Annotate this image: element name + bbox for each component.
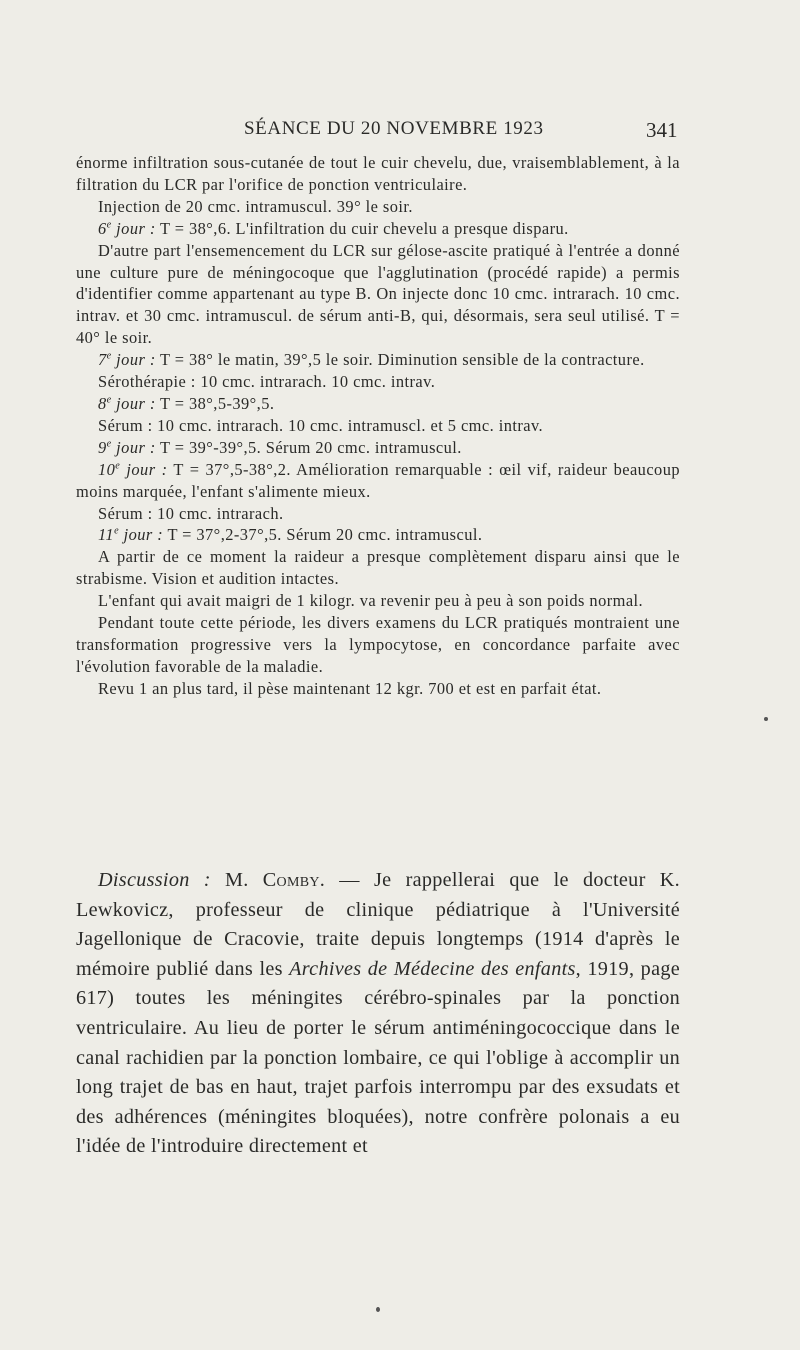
paragraph-day-7 (76, 349, 680, 371)
page-number: 341 (646, 118, 678, 142)
paragraph-day-6 (76, 218, 680, 240)
paragraph-text: T = 37°,2-37°,5. Sérum 20 cmc. intramuscul. (163, 525, 483, 545)
day-label: 9e jour : (98, 437, 156, 457)
discussion-section (76, 866, 680, 1162)
discussion-text: , 1919, page 617) toutes les méningites cérébro-spinales par la ponction ventriculaire. Au lieu de porter le sérum antiméningococcique dans le canal rachidien par la ponction lombaire, ce qui l'oblige à accomplir un long trajet de bas en haut, trajet parfois interrompu par des exsudats et des adhérences (méningites bloquées), notre confrère polonais a eu l'idée de l'introduire directement et (76, 957, 680, 1158)
paragraph: Sérum : 10 cmc. intrarach. 10 cmc. intramuscl. et 5 cmc. intrav. (98, 415, 544, 435)
paragraph: L'enfant qui avait maigri de 1 kilogr. va revenir peu à peu à son poids normal. (98, 591, 644, 611)
paragraph: Pendant toute cette période, les divers examens du LCR pratiqués montraient une transformation progressive vers la lympocytose, en concordance parfaite avec l'évolution favorable de la maladie. (76, 613, 680, 676)
paragraph-text: T = 38°,6. L'infiltration du cuir chevelu a presque disparu. (155, 218, 569, 238)
day-label: 11e jour : (98, 525, 164, 545)
paragraph: Sérothérapie : 10 cmc. intrarach. 10 cmc. intrav. (98, 372, 436, 392)
running-head-day: 20 (360, 118, 382, 139)
print-speck (376, 1307, 380, 1312)
discussion-title: M. (210, 869, 263, 891)
day-label: 7e jour : (98, 350, 156, 370)
running-head-seance: SÉANCE DU (244, 118, 356, 139)
case-report-text (76, 152, 680, 700)
print-speck (764, 717, 768, 721)
paragraph-text: T = 39°-39°,5. Sérum 20 cmc. intramuscul. (155, 437, 462, 457)
paragraph: Injection de 20 cmc. intramuscul. 39° le soir. (98, 196, 413, 216)
paragraph: A partir de ce moment la raideur a presque complètement disparu ainsi que le strabisme. Vision et audition intactes. (76, 547, 680, 589)
paragraph-text: T = 38° le matin, 39°,5 le soir. Diminution sensible de la contracture. (155, 350, 645, 370)
running-head (244, 118, 544, 140)
discussion-text: . — Je rappellerai que le docteur K. Lewkovicz, professeur de clinique pédiatrique à l'Université Jagellonique de Cracovie, traite depuis longtemps (1914 d'après le mémoire publié dans les (76, 869, 680, 980)
discussion-author: Comby (262, 869, 320, 891)
paragraph-text: T = 38°,5-39°,5. (155, 393, 275, 413)
paragraph: D'autre part l'ensemencement du LCR sur gélose-ascite pratiqué à l'entrée a donné une culture pure de méningocoque que l'agglutination (procédé rapide) a permis d'identifier comme appartenant au type B. On injecte donc 10 cmc. intrarach. 10 cmc. intrav. et 30 cmc. intramuscul. de sérum anti-B, qui, désormais, sera seul utilisé. T = 40° le soir. (76, 240, 680, 348)
paragraph-day-8 (76, 393, 680, 415)
paragraph: énorme infiltration sous-cutanée de tout le cuir chevelu, due, vraisemblablement, à la filtration du LCR par l'orifice de ponction ventriculaire. (76, 153, 680, 194)
journal-title: Archives de Médecine des enfants (289, 957, 576, 980)
running-head-month: NOVEMBRE (386, 118, 498, 139)
paragraph: Revu 1 an plus tard, il pèse maintenant 12 kgr. 700 et est en parfait état. (98, 678, 602, 698)
paragraph-day-9 (76, 437, 680, 459)
paragraph-text: T = 37°,5-38°,2. Amélioration remarquable : œil vif, raideur beaucoup moins marquée, l'enfant s'alimente mieux. (76, 459, 680, 501)
paragraph: Sérum : 10 cmc. intrarach. (98, 503, 284, 523)
paragraph-day-10 (76, 459, 680, 503)
day-label: 10e jour : (98, 459, 168, 479)
discussion-label: Discussion : (98, 869, 211, 891)
page-header (76, 118, 680, 148)
day-label: 8e jour : (98, 393, 156, 413)
paragraph-day-11 (76, 524, 680, 546)
discussion-paragraph (76, 866, 680, 1162)
day-label: 6e jour : (98, 218, 156, 238)
running-head-year: 1923 (503, 118, 544, 139)
